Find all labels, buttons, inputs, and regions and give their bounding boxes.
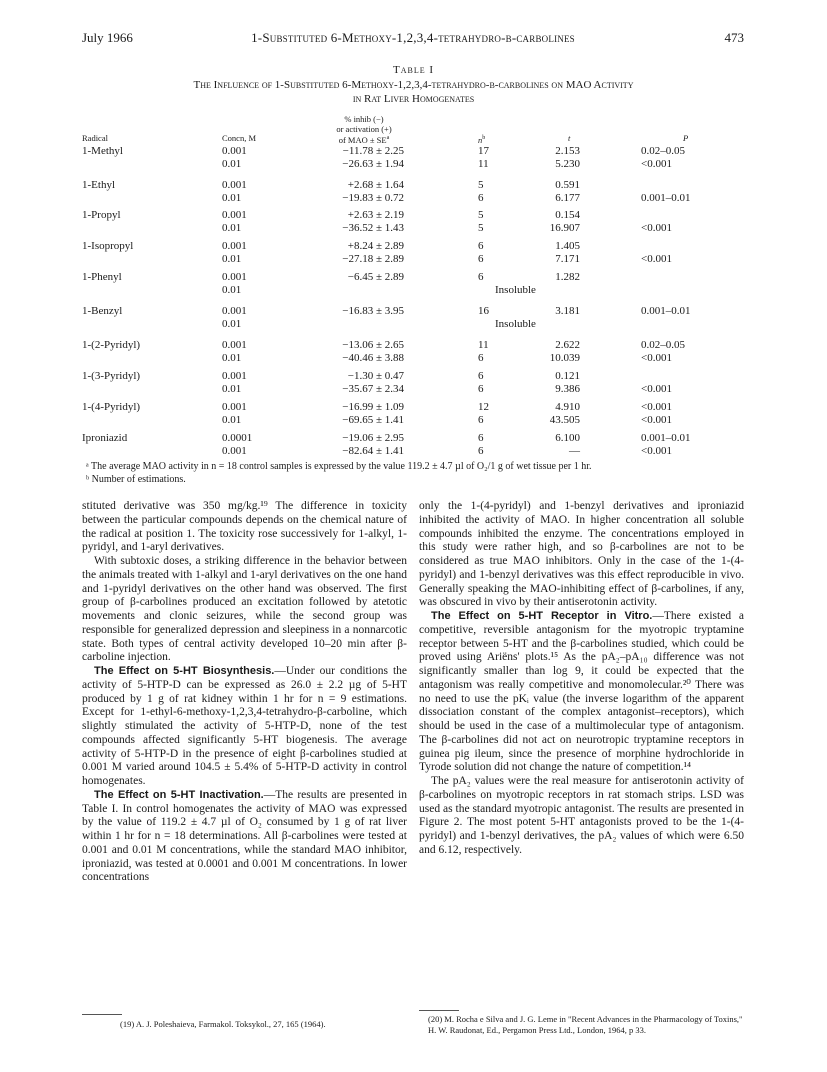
cell-mao: −16.99 ± 1.09 <box>342 401 404 413</box>
cell-mao: −11.78 ± 2.25 <box>342 145 404 157</box>
cell-mao: +8.24 ± 2.89 <box>347 240 404 252</box>
col-header-mao-line-2: or activation (+) <box>336 123 392 134</box>
cell-concn: 0.01 <box>222 352 242 364</box>
cell-radical: 1-Propyl <box>82 209 121 221</box>
paragraph: stituted derivative was 350 mg/kg.¹⁹ The difference in toxicity between the particular compounds depends on the chemical nature of the radical at position 1. The toxicity rose successively for 1-alkyl, 1-pyridyl, and 1-aryl derivatives. <box>82 500 407 554</box>
table-row <box>0 340 827 351</box>
cell-concn: 0.01 <box>222 253 242 265</box>
table-row <box>0 193 827 204</box>
cell-t: 0.591 <box>555 179 580 191</box>
footnote-rule-right <box>419 1010 459 1011</box>
cell-concn: 0.001 <box>222 445 247 457</box>
table-row <box>0 446 827 457</box>
cell-p: <0.001 <box>641 383 672 395</box>
cell-p: <0.001 <box>641 414 672 426</box>
cell-radical: 1-Methyl <box>82 145 123 157</box>
col-header-n-text: n <box>478 134 483 145</box>
running-title: 1-Substituted 6-Methoxy-1,2,3,4-tetrahydro-β-carbolines <box>251 30 575 45</box>
cell-n: 6 <box>478 271 484 283</box>
cell-concn: 0.01 <box>222 192 242 204</box>
cell-concn: 0.001 <box>222 339 247 351</box>
cell-t: 7.171 <box>555 253 580 265</box>
table-row <box>0 159 827 170</box>
cell-concn: 0.001 <box>222 401 247 413</box>
cell-radical: 1-(2-Pyridyl) <box>82 339 141 351</box>
cell-t: 0.121 <box>555 370 580 382</box>
table-row <box>0 254 827 265</box>
table-row <box>0 384 827 395</box>
cell-mao: −13.06 ± 2.65 <box>342 339 404 351</box>
body-column-left <box>82 500 407 885</box>
cell-n: 17 <box>478 145 489 157</box>
cell-mao: −19.83 ± 0.72 <box>342 192 404 204</box>
cell-concn: 0.01 <box>222 158 242 170</box>
cell-t: 2.153 <box>555 145 580 157</box>
running-header <box>82 30 744 50</box>
cell-p: 0.001–0.01 <box>641 305 691 317</box>
cell-t: 5.230 <box>555 158 580 170</box>
table-row <box>0 241 827 252</box>
cell-note: Insoluble <box>495 318 536 330</box>
table-row <box>0 146 827 157</box>
section-paragraph <box>82 789 407 885</box>
paragraph-text: —Under our conditions the activity of 5-HTP-D can be expressed as 26.0 ± 2.2 µg of 5-HT produced by 1 g of rat kidney within 1 hr for n = 9 estimations. Except for 1-ethyl-6-methoxy-1,2,3,4-tetrahydro-β-carboline, which slightly stimulated the activity of 5-HTP-D, none of the test compounds affected significantly 5-HT biogenesis. The average activity of 5-HTP-D in the presence of eight β-carbolines studied at 0.001 M varied around 104.5 ± 5.4% of 5-HTP-D activity in control homogenates. <box>82 665 407 787</box>
table-footnote-b: ᵇ Number of estimations. <box>86 474 186 485</box>
cell-radical: 1-(4-Pyridyl) <box>82 401 141 413</box>
table-row <box>0 402 827 413</box>
cell-mao: −16.83 ± 3.95 <box>342 305 404 317</box>
cell-p: 0.001–0.01 <box>641 192 691 204</box>
cell-n: 6 <box>478 370 484 382</box>
table-row <box>0 371 827 382</box>
col-header-p <box>683 134 688 144</box>
cell-concn: 0.001 <box>222 179 247 191</box>
table-row <box>0 306 827 317</box>
section-heading: The Effect on 5-HT Biosynthesis. <box>94 665 275 677</box>
cell-n: 16 <box>478 305 489 317</box>
cell-t: 3.181 <box>555 305 580 317</box>
cell-mao: +2.63 ± 2.19 <box>347 209 404 221</box>
table-row <box>0 210 827 221</box>
cell-n: 6 <box>478 432 484 444</box>
cell-concn: 0.01 <box>222 318 242 330</box>
col-header-n-footnote-mark: b <box>482 135 486 141</box>
col-header-radical: Radical <box>82 133 108 143</box>
cell-n: 6 <box>478 383 484 395</box>
cell-n: 11 <box>478 339 489 351</box>
cell-n: 6 <box>478 253 484 265</box>
cell-note: Insoluble <box>495 284 536 296</box>
paragraph-text: —There existed a competitive, reversible antagonism for the myotropic tryptamine receptor between 5-HT and the β-carbolines studied, which could be proved using Ariëns' plots.¹⁵ As the pA₂–pA₁₀ difference was not significantly smaller than log 9, it could be expected that the antagonism was really competitive and monomolecular.²⁰ There was no need to use the pKᵢ value (the inverse logarithm of the apparent dissociation constant of the complex antagonist–receptors), which should be used in the case of a multimolecular type of antagonism. The β-carbolines did not act on neurotropic tryptamine receptors in guinea pig ileum, since the presence of morphine hydrochloride in Tyrode solution did not change the nature of competition.¹⁴ <box>419 610 744 774</box>
cell-t: 1.282 <box>555 271 580 283</box>
cell-concn: 0.001 <box>222 305 247 317</box>
cell-mao: −40.46 ± 3.88 <box>342 352 404 364</box>
cell-n: 6 <box>478 414 484 426</box>
col-header-mao-footnote-mark: a <box>386 135 390 141</box>
table-caption-line-2: in Rat Liver Homogenates <box>352 92 475 105</box>
table-row <box>0 272 827 283</box>
section-paragraph <box>82 665 407 789</box>
cell-concn: 0.001 <box>222 370 247 382</box>
cell-radical: 1-(3-Pyridyl) <box>82 370 141 382</box>
col-header-t-text: t <box>568 133 571 143</box>
cell-t: 9.386 <box>555 383 580 395</box>
cell-mao: −36.52 ± 1.43 <box>342 222 404 234</box>
cell-t: 16.907 <box>549 222 580 234</box>
cell-t: 43.505 <box>549 414 580 426</box>
cell-concn: 0.001 <box>222 209 247 221</box>
cell-n: 6 <box>478 352 484 364</box>
reference-20: (20) M. Rocha e Silva and J. G. Leme in "Recent Advances in the Pharmacology of Toxins," H. W. Raudonat, Ed., Pergamon Press Ltd., London, 1964, p 33. <box>428 1014 743 1035</box>
cell-mao: −1.30 ± 0.47 <box>347 370 404 382</box>
cell-concn: 0.01 <box>222 284 242 296</box>
cell-t: 4.910 <box>555 401 580 413</box>
col-header-mao <box>318 115 410 145</box>
cell-t: 6.177 <box>555 192 580 204</box>
cell-concn: 0.01 <box>222 222 242 234</box>
cell-n: 11 <box>478 158 489 170</box>
paragraph: The pA₂ values were the real measure for antiserotonin activity of β-carbolines on myotropic receptors in rat stomach strips. LSD was used as the standard myotropic antagonist. The results are presented in Figure 2. The most potent 5-HT antagonists proved to be the 1-(4-pyridyl) and 1-benzyl derivatives, the pA₂ values of which were 6.50 and 6.12, respectively. <box>419 775 744 856</box>
col-header-mao-line-3 <box>318 134 410 145</box>
col-header-mao-text: of MAO ± SE <box>338 134 387 145</box>
table-row <box>0 285 827 296</box>
cell-mao: −35.67 ± 2.34 <box>342 383 404 395</box>
footnote-rule-left <box>82 1014 122 1015</box>
cell-radical: 1-Isopropyl <box>82 240 134 252</box>
cell-concn: 0.001 <box>222 145 247 157</box>
col-header-mao-line-1: % inhib (−) <box>344 114 384 124</box>
cell-n: 5 <box>478 179 484 191</box>
cell-concn: 0.001 <box>222 271 247 283</box>
paragraph: With subtoxic doses, a striking difference in the behavior between the animals treated with 1-alkyl and 1-aryl derivatives on the one hand and 1-pyridyl derivatives on the other hand was observed. The first group of β-carbolines produced an excitation followed by atetotic movements and clonic seizures, while the second group was responsible for generalized depression and sleepiness in a nonnarcotic state. Both types of central activity developed 10–20 min after β-carboline injection. <box>82 555 407 664</box>
table-label: Table I <box>392 64 435 76</box>
paragraph: only the 1-(4-pyridyl) and 1-benzyl derivatives and iproniazid inhibited the activity of MAO. In higher concentration all soluble compounds inhibited the enzyme. The concentrations employed in this study were rather high, and so β-carbolines are not to be considered as true MAO inhibitors. Only in the case of the 1-(4-pyridyl) and 1-benzyl derivatives was this effect reproducible in vivo. Generally speaking the MAO-inhibiting effect of β-carbolines, if any, was obscured in vivo by their antiserotonin activity. <box>419 500 744 609</box>
cell-concn: 0.01 <box>222 414 242 426</box>
cell-mao: −26.63 ± 1.94 <box>342 158 404 170</box>
cell-t: — <box>569 445 580 457</box>
cell-n: 5 <box>478 209 484 221</box>
cell-radical: 1-Benzyl <box>82 305 123 317</box>
cell-mao: −6.45 ± 2.89 <box>347 271 404 283</box>
cell-p: <0.001 <box>641 445 672 457</box>
cell-n: 6 <box>478 240 484 252</box>
cell-p: 0.001–0.01 <box>641 432 691 444</box>
col-header-n <box>478 134 485 145</box>
cell-mao: +2.68 ± 1.64 <box>347 179 404 191</box>
cell-p: 0.02–0.05 <box>641 339 685 351</box>
issue-date: July 1966 <box>82 30 133 45</box>
table-row <box>0 353 827 364</box>
cell-t: 0.154 <box>555 209 580 221</box>
cell-t: 6.100 <box>555 432 580 444</box>
section-paragraph <box>419 610 744 775</box>
cell-radical: 1-Phenyl <box>82 271 122 283</box>
section-heading: The Effect on 5-HT Inactivation. <box>94 788 264 801</box>
section-heading: The Effect on 5-HT Receptor in Vitro. <box>431 610 653 622</box>
cell-radical: 1-Ethyl <box>82 179 115 191</box>
cell-mao: −19.06 ± 2.95 <box>342 432 404 444</box>
cell-mao: −27.18 ± 2.89 <box>342 253 404 265</box>
page-number: 473 <box>724 30 744 45</box>
cell-t: 10.039 <box>549 352 580 364</box>
cell-p: <0.001 <box>641 352 672 364</box>
col-header-concn: Concn, M <box>222 133 256 143</box>
table-row <box>0 415 827 426</box>
cell-concn: 0.0001 <box>222 432 253 444</box>
cell-n: 6 <box>478 445 484 457</box>
reference-19: (19) A. J. Poleshaieva, Farmakol. Toksykol., 27, 165 (1964). <box>120 1019 326 1029</box>
table-row <box>0 180 827 191</box>
col-header-p-text: P <box>683 133 689 143</box>
table-row <box>0 223 827 234</box>
table-row <box>0 319 827 330</box>
cell-n: 6 <box>478 192 484 204</box>
paragraph-text: —The results are presented in Table I. In control homogenates the activity of MAO was expressed by the value of 119.2 ± 4.7 µl of O₂ consumed by 1 g of rat liver within 1 hr for n = 18 determinations. All β-carbolines were tested at 0.001 and 0.01 M concentrations, while the standard MAO inhibitor, iproniazid, was tested at 0.0001 and 0.001 M concentrations. In lower concentrations <box>82 788 408 884</box>
cell-p: <0.001 <box>641 222 672 234</box>
cell-t: 2.622 <box>555 339 580 351</box>
table-footnote-a: ᵃ The average MAO activity in n = 18 control samples is expressed by the value 119.2 ± 4.7 µl of O₂/1 g of wet tissue per 1 hr. <box>86 461 592 472</box>
cell-n: 12 <box>478 401 489 413</box>
cell-concn: 0.001 <box>222 240 247 252</box>
cell-radical: Iproniazid <box>82 432 128 444</box>
cell-mao: −69.65 ± 1.41 <box>342 414 404 426</box>
cell-t: 1.405 <box>555 240 580 252</box>
body-column-right <box>419 500 744 858</box>
cell-concn: 0.01 <box>222 383 242 395</box>
table-caption-line-1: The Influence of 1-Substituted 6-Methoxy-1,2,3,4-tetrahydro-β-carbolines on MAO Activity <box>193 79 634 91</box>
cell-p: <0.001 <box>641 253 672 265</box>
cell-p: <0.001 <box>641 401 672 413</box>
cell-p: 0.02–0.05 <box>641 145 685 157</box>
cell-p: <0.001 <box>641 158 672 170</box>
cell-mao: −82.64 ± 1.41 <box>342 445 404 457</box>
table-row <box>0 433 827 444</box>
col-header-t <box>568 134 570 144</box>
table-caption <box>150 79 677 106</box>
cell-n: 5 <box>478 222 484 234</box>
